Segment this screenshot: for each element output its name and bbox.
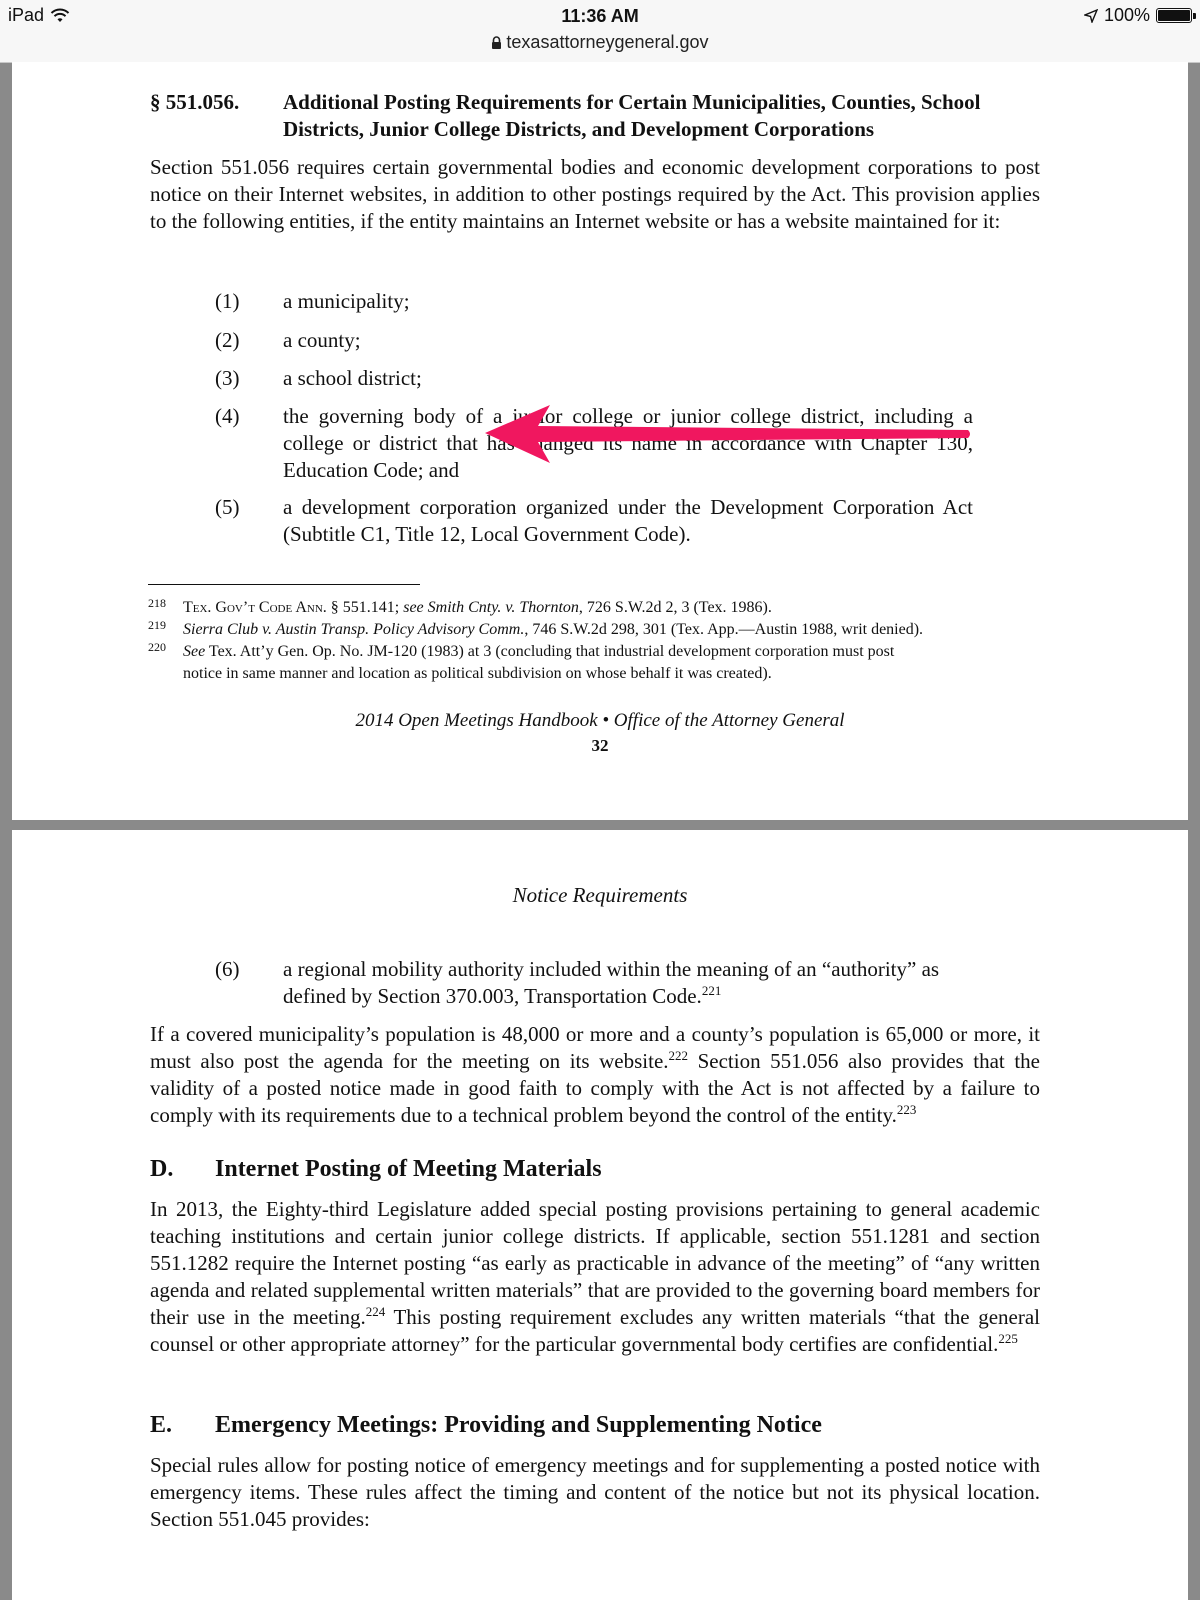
list-number-5: (5) (215, 495, 240, 519)
list-item-development-corporation: a development corporation organized under the Development Corporation Act (Subtitle C1, Title 12, Local Government Code). (283, 495, 973, 546)
list-number-2: (2) (215, 328, 240, 352)
footnote-218: Tex. Gov’t Code Ann. § 551.141; see Smith Cnty. v. Thornton, 726 S.W.2d 2, 3 (Tex. 1986). (183, 599, 772, 616)
location-arrow-icon (1084, 9, 1098, 23)
footnote-219: Sierra Club v. Austin Transp. Policy Advisory Comm., 746 S.W.2d 298, 301 (Tex. App.—Austin 1988, writ denied). (183, 621, 924, 638)
device-name: iPad (8, 5, 45, 25)
intro-paragraph: Section 551.056 requires certain governmental bodies and economic development corporations to post notice on their Internet websites, in addition to other postings required by the Act. This provision applies to the following entities, if the entity maintains an Internet website or has a website maintained for it: (150, 155, 1040, 233)
footnote-220: See Tex. Att’y Gen. Op. No. JM-120 (1983) at 3 (concluding that industrial development corporation must post (183, 643, 895, 660)
ios-status-bar (0, 0, 1200, 63)
page-footer-title: 2014 Open Meetings Handbook • Office of the Attorney General (355, 710, 845, 731)
list-number-6: (6) (215, 957, 240, 981)
heading-e-letter: E. (150, 1412, 173, 1438)
battery-percentage: 100% (1103, 5, 1150, 25)
list-number-1: (1) (215, 289, 240, 313)
list-number-3: (3) (215, 366, 240, 390)
section-title-line1: Additional Posting Requirements for Certain Municipalities, Counties, School (283, 90, 981, 114)
section-title-line2: Districts, Junior College Districts, and Development Corporations (283, 117, 875, 141)
heading-d-letter: D. (150, 1156, 174, 1182)
list-item-school-district: a school district; (283, 366, 422, 390)
list-item-junior-college: the governing body of a junior college or junior college district, including a college or district that has changed its name in accordance with Chapter 130, Education Code; and (283, 404, 973, 482)
list-item-municipality: a municipality; (283, 289, 410, 313)
footnote-220-line2: notice in same manner and location as political subdivision on whose behalf it was created). (183, 665, 772, 682)
battery-icon (1156, 8, 1192, 23)
footnote-220-number: 220 (148, 640, 166, 654)
list-number-4: (4) (215, 404, 240, 428)
footnote-ref-221[interactable]: 221 (701, 983, 722, 998)
clock: 11:36 AM (561, 6, 639, 26)
paragraph-website-agenda: If a covered municipality’s population is 48,000 or more and a county’s population is 65,000 or more, it must also post the agenda for the meeting on its website.$^{222}$ Section 551.056 also provides that the validity of a posted notice made in good faith to comply with the Act is not affected by a failure to comply with its requirements due to a technical problem beyond the control of the entity.$^{223}$ (150, 1022, 1040, 1127)
footnote-separator (148, 584, 420, 585)
heading-d-title: Internet Posting of Meeting Materials (215, 1156, 602, 1182)
battery-fill (1158, 10, 1190, 21)
paragraph-emergency-meetings: Special rules allow for posting notice of emergency meetings and for supplementing a posted notice with emergency items. These rules affect the timing and content of the notice but not its physical location. Section 551.045 provides: (150, 1453, 1040, 1531)
heading-e-title: Emergency Meetings: Providing and Supplementing Notice (215, 1412, 822, 1438)
section-number: § 551.056. (150, 90, 240, 114)
footnote-ref-224[interactable]: 224 (365, 1304, 386, 1319)
footnote-ref-222[interactable]: 222 (668, 1048, 689, 1063)
annotation-arrow (482, 397, 982, 477)
system-indicators (1084, 5, 1192, 26)
footnote-ref-223[interactable]: 223 (896, 1102, 917, 1117)
pdf-page-32 (12, 62, 1188, 820)
address-bar[interactable] (0, 32, 1200, 53)
pdf-page-33 (12, 830, 1188, 1600)
list-item-regional-mobility-line1: a regional mobility authority included within the meaning of an “authority” as (283, 957, 940, 981)
page-number: 32 (591, 736, 609, 755)
footnote-219-number: 219 (148, 618, 166, 632)
url-text: texasattorneygeneral.gov (506, 32, 709, 52)
list-item-county: a county; (283, 328, 361, 352)
footnote-218-number: 218 (148, 596, 166, 610)
list-item-regional-mobility-line2: defined by Section 370.003, Transportation Code.$^{221}$ (283, 983, 722, 1008)
paragraph-meeting-materials: In 2013, the Eighty-third Legislature added special posting provisions pertaining to general academic teaching institutions and certain junior college districts. If applicable, section 551.1281 and section 551.1282 require the Internet posting “as early as practicable in advance of the meeting” of “any written agenda and related supplemental written materials” that are provided to the governing board members for their use in the meeting.$^{224}$ This posting requirement excludes any written materials “that the general counsel or other appropriate attorney” for the particular governmental body certifies are confidential.$^{225}$ (150, 1197, 1040, 1356)
footnote-ref-225[interactable]: 225 (998, 1331, 1018, 1346)
running-header: Notice Requirements (512, 883, 688, 907)
lock-icon (491, 36, 502, 49)
